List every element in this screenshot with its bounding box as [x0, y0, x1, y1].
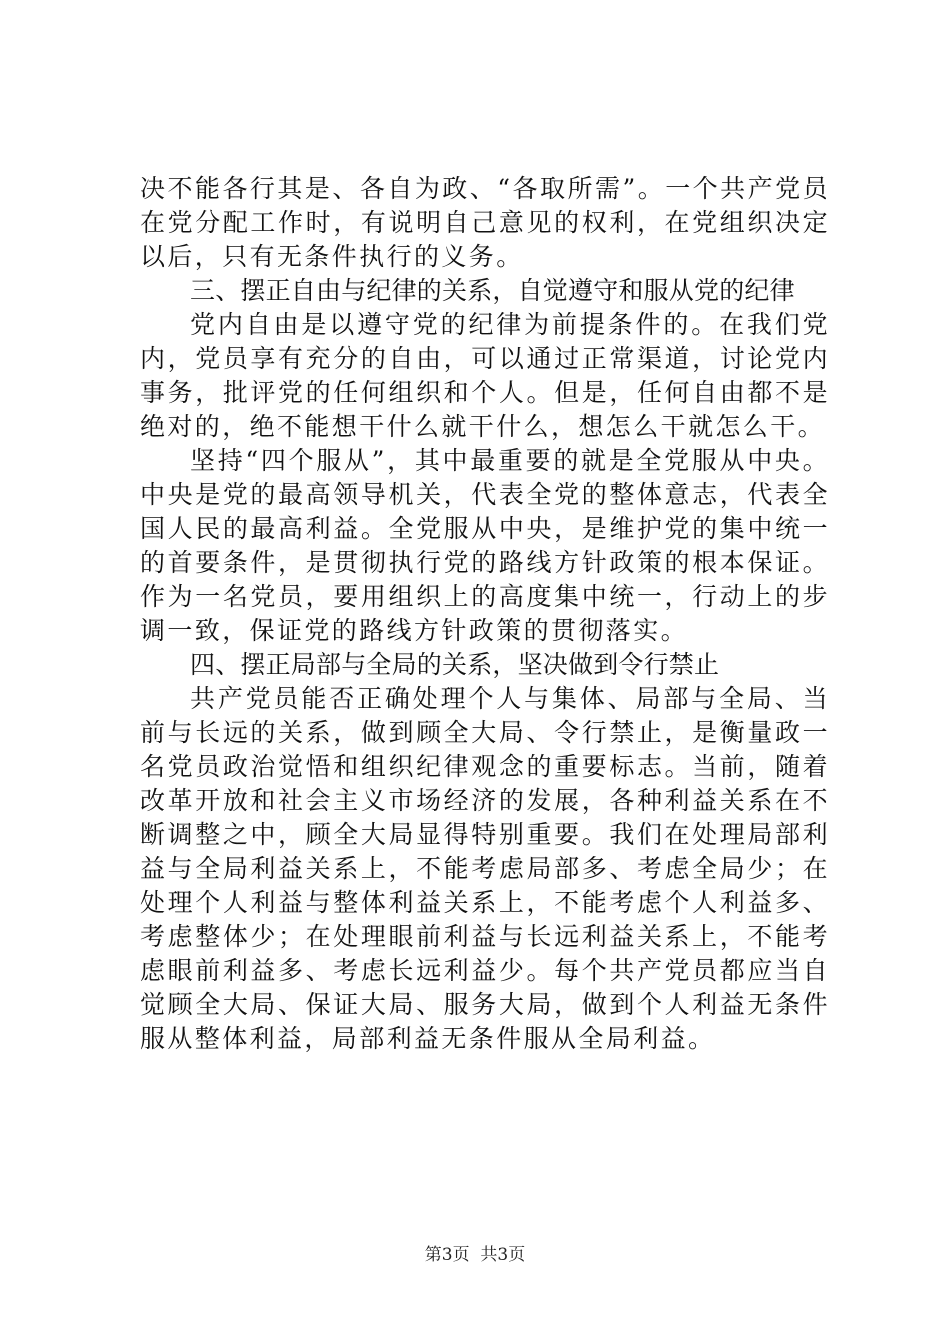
section-heading-three: 三、摆正自由与纪律的关系，自觉遵守和服从党的纪律 — [190, 276, 795, 305]
paragraph-continuation: 决不能各行其是、各自为政、“各取所需”。一个共产党员在党分配工作时，有说明自己意见的权利，在党组织决定以后，只有无条件执行的义务。 — [140, 174, 830, 271]
paragraph-four-obediences: 坚持“四个服从”，其中最重要的就是全党服从中央。中央是党的最高领导机关，代表全党的整体意志，代表全国人民的最高利益。全党服从中央，是维护党的集中统一的首要条件，是贯彻执行党的路线方针政策的根本保证。作为一名党员，要用组织上的高度集中统一，行动上的步调一致，保证党的路线方针政策的贯彻落实。 — [140, 446, 830, 645]
paragraph-party-freedom: 党内自由是以遵守党的纪律为前提条件的。在我们党内，党员享有充分的自由，可以通过正常渠道，讨论党内事务，批评党的任何组织和个人。但是，任何自由都不是绝对的，绝不能想干什么就干什么，想怎么干就怎么干。 — [140, 310, 830, 441]
section-heading-four: 四、摆正局部与全局的关系，坚决做到令行禁止 — [190, 650, 720, 679]
document-body — [140, 172, 830, 1056]
paragraph-overall-situation: 共产党员能否正确处理个人与集体、局部与全局、当前与长远的关系，做到顾全大局、令行禁止，是衡量政一名党员政治觉悟和组织纪律观念的重要标志。当前，随着改革开放和社会主义市场经济的发展，各种利益关系在不断调整之中，顾全大局显得特别重要。我们在处理局部利益与全局利益关系上，不能考虑局部多、考虑全局少；在处理个人利益与整体利益关系上，不能考虑个人利益多、考虑整体少；在处理眼前利益与长远利益关系上，不能考虑眼前利益多、考虑长远利益少。每个共产党员都应当自觉顾全大局、保证大局、服务大局，做到个人利益无条件服从整体利益，局部利益无条件服从全局利益。 — [140, 684, 830, 1053]
page-footer: 第3页 共3页 — [424, 1245, 526, 1265]
